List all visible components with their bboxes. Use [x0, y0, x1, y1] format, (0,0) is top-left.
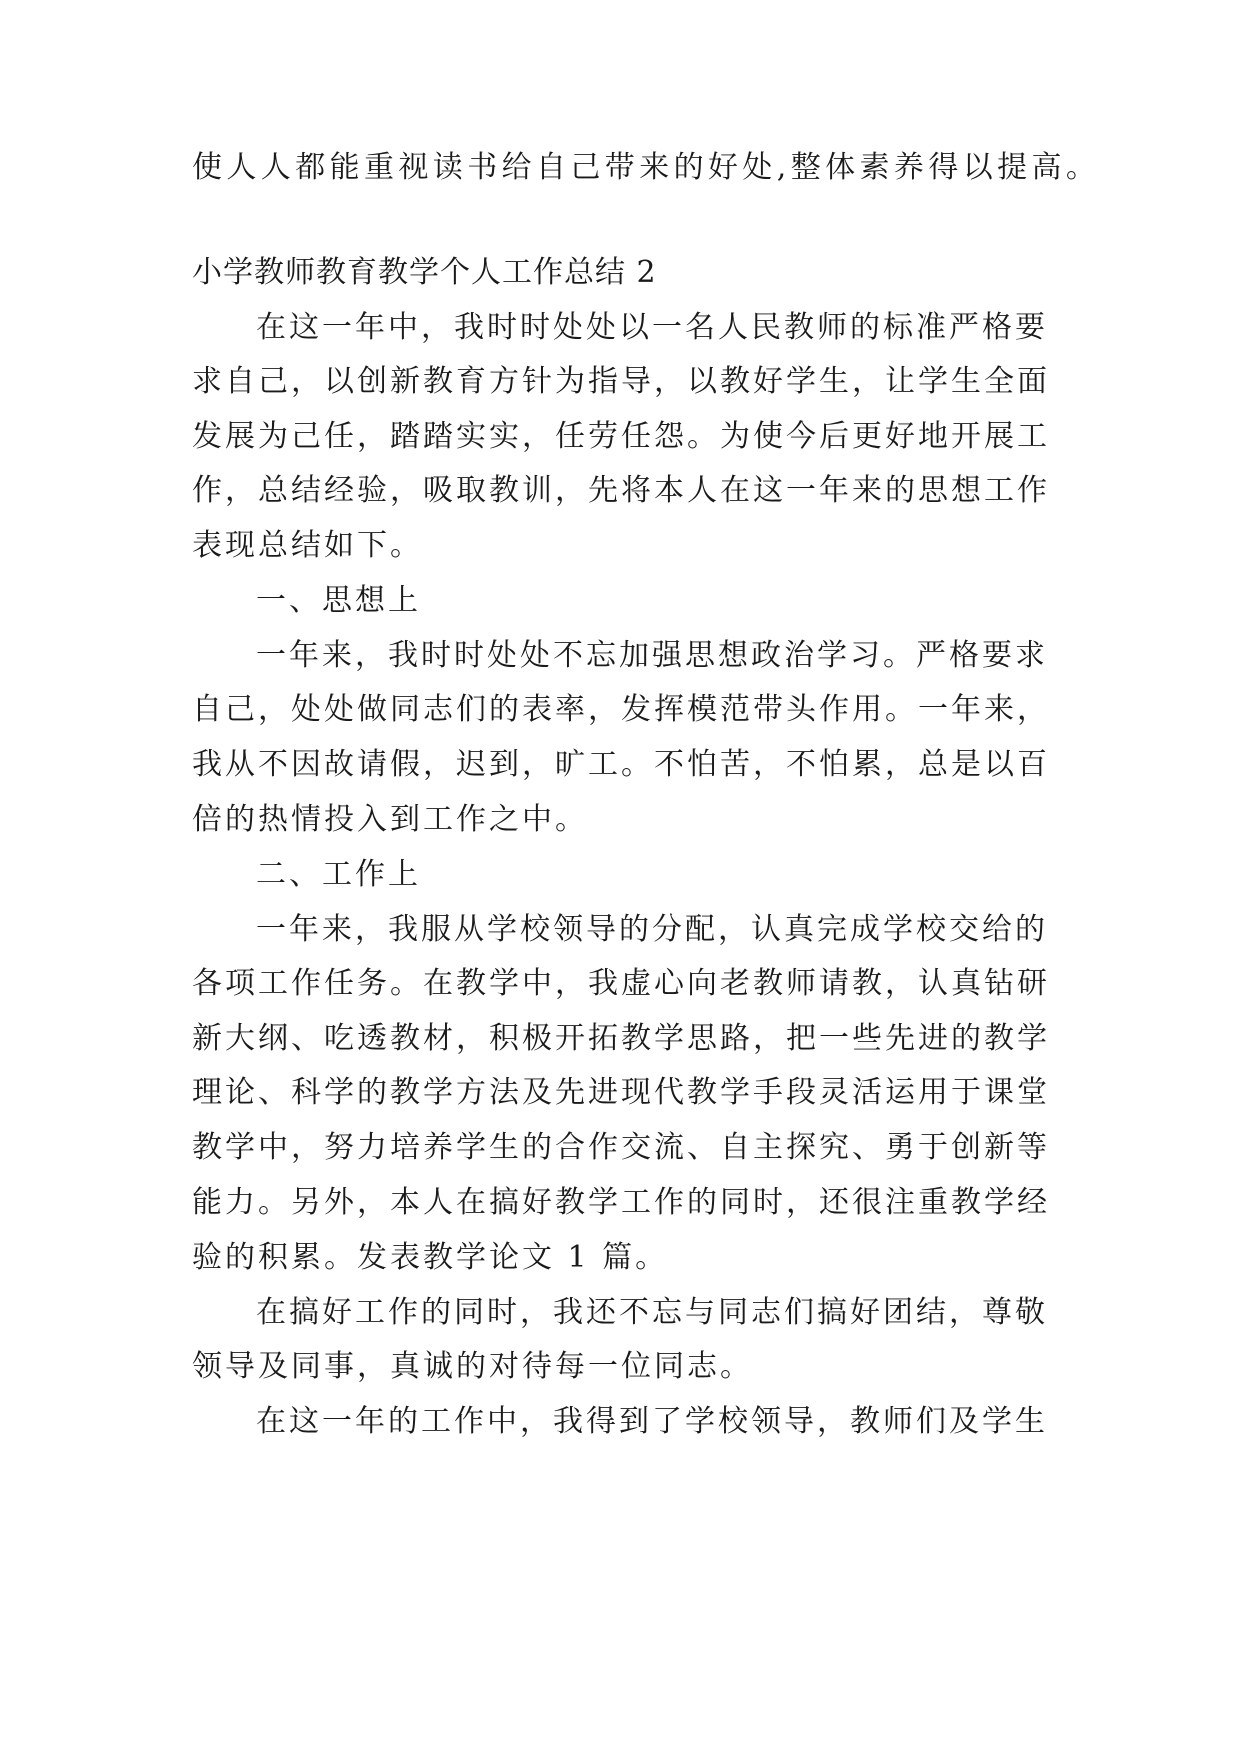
paragraph-3-line-7: 验的积累。发表教学论文 1 篇。 [192, 1240, 669, 1275]
section-title: 小学教师教育教学个人工作总结 2 [192, 255, 657, 290]
paragraph-3-line-5: 教学中，努力培养学生的合作交流、自主探究、勇于创新等 [192, 1130, 1050, 1165]
paragraph-3-line-3: 新大纲、吃透教材，积极开拓教学思路，把一些先进的教学 [192, 1021, 1050, 1056]
paragraph-5-line-1: 在这一年的工作中，我得到了学校领导，教师们及学生 [256, 1404, 1048, 1439]
paragraph-3-line-2: 各项工作任务。在教学中，我虚心向老教师请教，认真钻研 [192, 966, 1050, 1001]
paragraph-1-line-5: 表现总结如下。 [192, 528, 423, 563]
paragraph-1-line-4: 作，总结经验，吸取教训，先将本人在这一年来的思想工作 [192, 473, 1050, 508]
paragraph-2-line-1: 一年来，我时时处处不忘加强思想政治学习。严格要求 [256, 638, 1048, 673]
subheading-thought: 一、思想上 [256, 583, 421, 618]
paragraph-2-line-3: 我从不因故请假，迟到，旷工。不怕苦，不怕累，总是以百 [192, 747, 1050, 782]
paragraph-4-line-2: 领导及同事，真诚的对待每一位同志。 [192, 1349, 753, 1384]
paragraph-1-line-1: 在这一年中，我时时处处以一名人民教师的标准严格要 [256, 310, 1048, 345]
paragraph-2-line-4: 倍的热情投入到工作之中。 [192, 802, 588, 837]
paragraph-3-line-6: 能力。另外，本人在搞好教学工作的同时，还很注重教学经 [192, 1185, 1050, 1220]
paragraph-4-line-1: 在搞好工作的同时，我还不忘与同志们搞好团结，尊敬 [256, 1295, 1048, 1330]
subheading-work: 二、工作上 [256, 857, 421, 892]
paragraph-2-line-2: 自己，处处做同志们的表率，发挥模范带头作用。一年来， [192, 692, 1050, 727]
intro-line: 使人人都能重视读书给自己带来的好处,整体素养得以提高。 [192, 150, 1101, 185]
paragraph-3-line-4: 理论、科学的教学方法及先进现代教学手段灵活运用于课堂 [192, 1075, 1050, 1110]
paragraph-3-line-1: 一年来，我服从学校领导的分配，认真完成学校交给的 [256, 912, 1048, 947]
paragraph-1-line-3: 发展为己任，踏踏实实，任劳任怨。为使今后更好地开展工 [192, 419, 1050, 454]
paragraph-1-line-2: 求自己，以创新教育方针为指导，以教好学生，让学生全面 [192, 364, 1050, 399]
